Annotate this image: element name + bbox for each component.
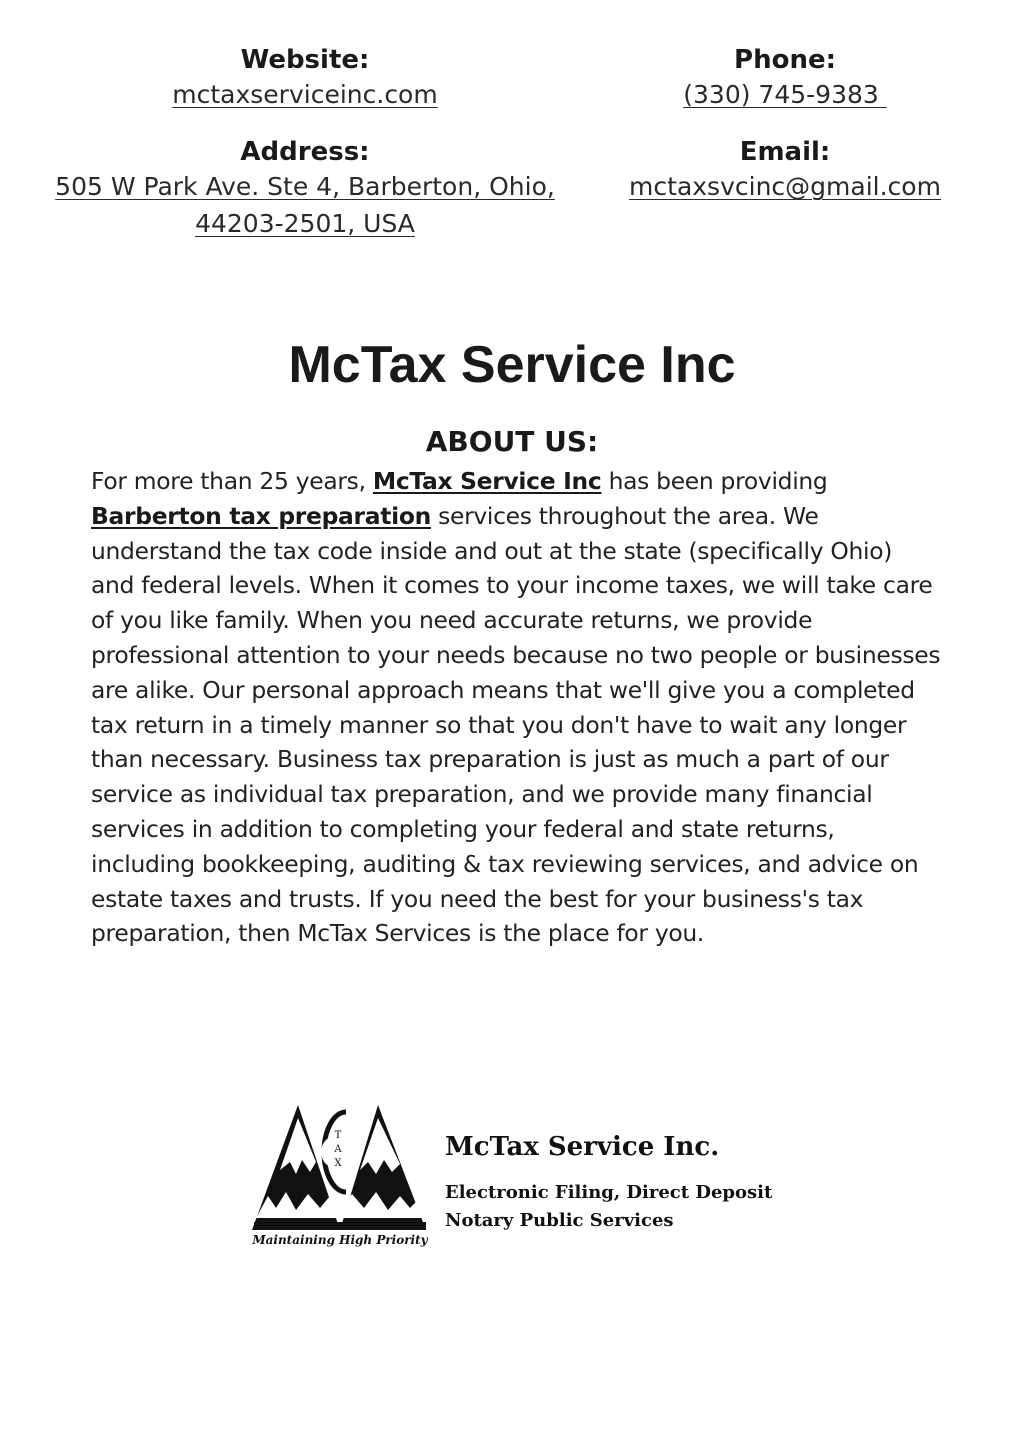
logo-services-line2: Notary Public Services [445, 1210, 674, 1231]
logo-company-name: McTax Service Inc. [445, 1132, 720, 1162]
logo-services-line1: Electronic Filing, Direct Deposit [445, 1182, 773, 1203]
address-link-line2[interactable]: 44203-2501, USA [195, 209, 415, 238]
logo-letter-a: A [334, 1144, 342, 1155]
logo-letter-t: T [334, 1130, 342, 1141]
logo-letter-x: X [334, 1158, 342, 1169]
phone-label: Phone: [734, 45, 836, 75]
address-link-line1[interactable]: 505 W Park Ave. Ste 4, Barberton, Ohio, [55, 172, 555, 201]
website-contact [60, 44, 550, 113]
about-heading: ABOUT US: [425, 425, 599, 458]
tax-preparation-link[interactable]: Barberton tax preparation [91, 501, 431, 530]
email-contact [580, 136, 990, 205]
address-label: Address: [240, 137, 370, 167]
about-text-1: For more than 25 years, [91, 467, 373, 495]
about-text-2: has been providing [601, 467, 828, 495]
company-link[interactable]: McTax Service Inc [372, 467, 602, 495]
phone-contact [580, 44, 990, 113]
about-paragraph [91, 464, 941, 951]
company-logo [250, 1100, 780, 1260]
address-contact [40, 136, 570, 242]
website-link[interactable]: mctaxserviceinc.com [172, 80, 438, 109]
email-link[interactable]: mctaxsvcinc@gmail.com [629, 172, 941, 201]
website-label: Website: [240, 45, 370, 75]
email-label: Email: [739, 137, 831, 167]
about-text-3: services throughout the area. We understand the tax code inside and out at the state (specifically Ohio) and federal levels. When it comes to your income taxes, we will take care of you like family. When you need accurate returns, we provide professional attention to your needs because no two people or businesses are alike. Our personal approach means that we'll give you a completed tax return in a timely manner so that you don't have to wait any longer than necessary. Business tax preparation is just as much a part of our service as individual tax preparation, and we provide many financial services in addition to completing your federal and state returns, including bookkeeping, auditing & tax reviewing services, and advice on estate taxes and trusts. If you need the best for your business's tax preparation, then McTax Services is the place for you. [91, 501, 941, 948]
logo-tagline: Maintaining High Priority [252, 1233, 428, 1247]
page-title: McTax Service Inc [288, 336, 736, 394]
phone-link[interactable]: (330) 745-9383 [683, 80, 887, 109]
